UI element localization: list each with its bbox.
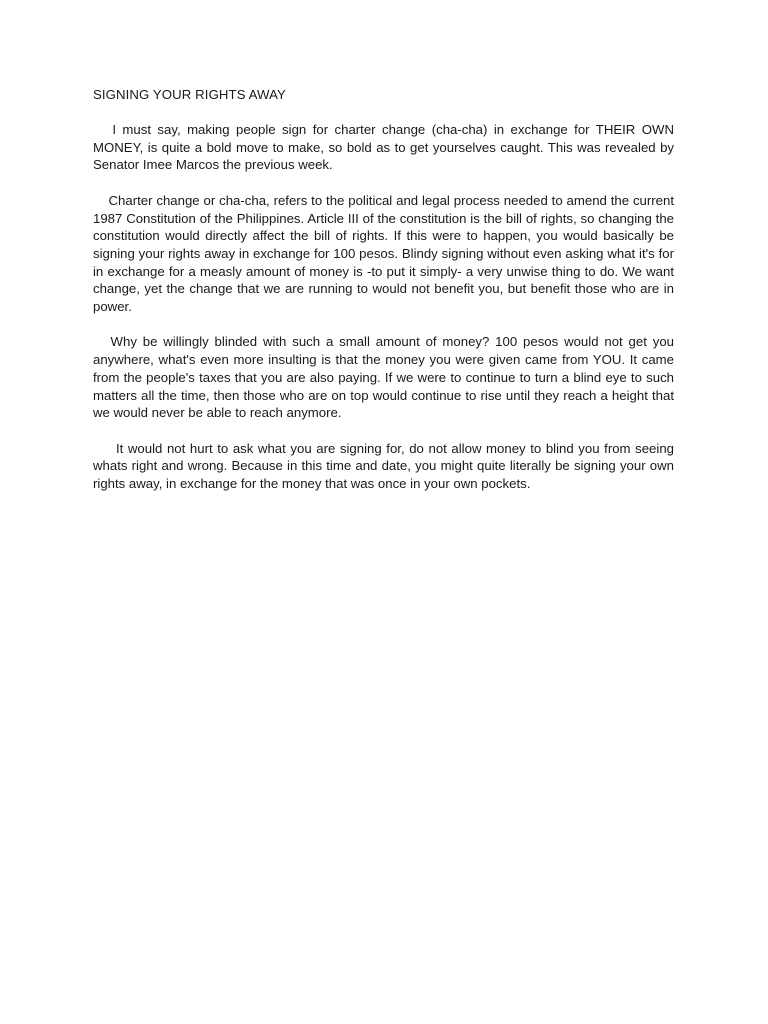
document-page <box>93 86 674 510</box>
document-title: SIGNING YOUR RIGHTS AWAY <box>93 87 286 102</box>
paragraph-4: It would not hurt to ask what you are signing for, do not allow money to blind you from seeing whats right and wrong. Because in this time and date, you might quite literally be signing your own rights away, in exchange for the money that was once in your own pockets. <box>93 440 674 492</box>
paragraph-2: Charter change or cha-cha, refers to the political and legal process needed to amend the current 1987 Constitution of the Philippines. Article III of the constitution is the bill of rights, so changing the constitution would directly affect the bill of rights. If this were to happen, you would basically be signing your rights away in exchange for 100 pesos. Blindy signing without even asking what it's for in exchange for a measly amount of money is -to put it simply- a very unwise thing to do. We want change, yet the change that we are running to would not benefit you, but benefit those who are in power. <box>93 192 674 315</box>
paragraph-1: I must say, making people sign for charter change (cha-cha) in exchange for THEIR OWN MONEY, is quite a bold move to make, so bold as to get yourselves caught. This was revealed by Senator Imee Marcos the previous week. <box>93 122 674 173</box>
paragraph-3: Why be willingly blinded with such a small amount of money? 100 pesos would not get you anywhere, what's even more insulting is that the money you were given came from YOU. It came from the people's taxes that you are also paying. If we were to continue to turn a blind eye to such matters all the time, then those who are on top would continue to rise until they reach a height that we would never be able to reach anymore. <box>93 334 674 421</box>
